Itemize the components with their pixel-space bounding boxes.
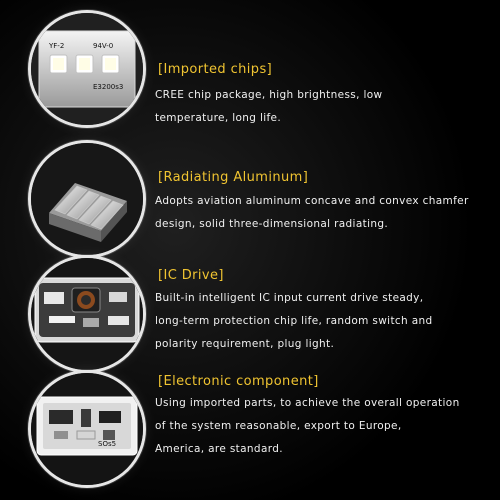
feature-description-line: Adopts aviation aluminum concave and convex chamfer	[155, 195, 469, 207]
feature-title: [Radiating Aluminum]	[158, 170, 309, 185]
feature-description-line: Built-in intelligent IC input current drive steady,	[155, 292, 424, 304]
feature-description-line: long-term protection chip life, random switch and	[155, 315, 433, 327]
feature-description	[155, 392, 485, 461]
chip-label-b: 94V-0	[93, 42, 114, 50]
feature-description-line: America, are standard.	[155, 443, 283, 455]
ic-drive-board-icon	[28, 255, 146, 373]
feature-electronic-component	[0, 370, 500, 490]
electronic-component-icon	[28, 370, 146, 488]
led-chip-icon	[28, 10, 146, 128]
feature-description-line: Using imported parts, to achieve the overall operation	[155, 397, 460, 409]
feature-description-line: of the system reasonable, export to Europe,	[155, 420, 402, 432]
feature-description	[155, 190, 485, 236]
led-chip-illustration	[31, 13, 143, 125]
feature-imported-chips	[0, 10, 500, 130]
ic-board-illustration	[31, 258, 143, 370]
feature-title: [Electronic component]	[158, 374, 319, 389]
feature-description	[155, 84, 485, 130]
feature-description-line: temperature, long life.	[155, 112, 282, 124]
chip-label-c: E3200s3	[93, 83, 124, 91]
feature-title: [Imported chips]	[158, 62, 273, 77]
component-board-illustration	[31, 373, 143, 485]
aluminum-heat-sink-icon	[28, 140, 146, 258]
heat-sink-illustration	[31, 143, 143, 255]
feature-ic-drive	[0, 255, 500, 375]
feature-description-line: polarity requirement, plug light.	[155, 338, 335, 350]
feature-radiating-aluminum	[0, 140, 500, 260]
feature-description-line: CREE chip package, high brightness, low	[155, 89, 383, 101]
feature-description-line: design, solid three-dimensional radiating.	[155, 218, 389, 230]
feature-title: [IC Drive]	[158, 268, 224, 283]
chip-label-a: YF-2	[49, 42, 65, 50]
feature-description	[155, 287, 485, 356]
component-label-a: SOs5	[98, 440, 117, 448]
